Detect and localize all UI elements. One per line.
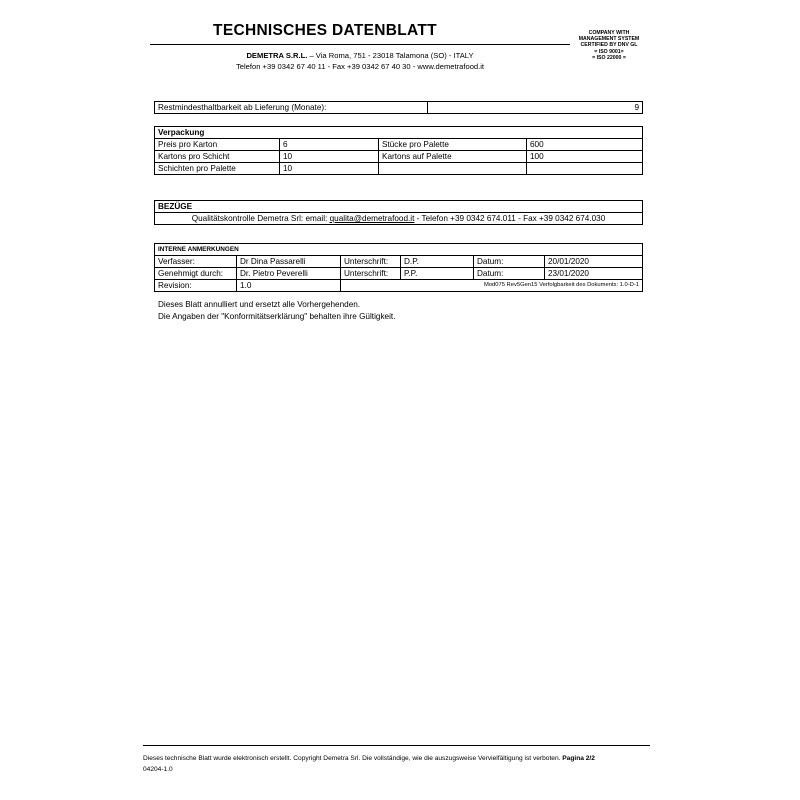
author-name: Dr Dina Passarelli bbox=[237, 256, 341, 268]
note-line: Dieses Blatt annulliert und ersetzt alle Vorhergehenden. bbox=[158, 300, 361, 309]
table-row bbox=[155, 268, 643, 280]
date-label: Datum: bbox=[474, 256, 545, 268]
shelf-life-table bbox=[154, 101, 643, 114]
author-label: Verfasser: bbox=[155, 256, 237, 268]
revision-label: Revision: bbox=[155, 280, 237, 292]
shelf-life-value: 9 bbox=[428, 102, 643, 114]
company-address: – Via Roma, 751 - 23018 Talamona (SO) - ITALY bbox=[307, 51, 474, 60]
approver-date: 23/01/2020 bbox=[545, 268, 643, 280]
cert-line: = ISO 22000 = bbox=[592, 54, 626, 61]
cert-line: MANAGEMENT SYSTEM bbox=[578, 36, 640, 43]
approver-name: Dr. Pietro Peverelli bbox=[237, 268, 341, 280]
signature-label: Unterschrift: bbox=[341, 256, 401, 268]
page-number: Pagina 2/2 bbox=[562, 755, 595, 762]
table-row bbox=[155, 244, 643, 256]
table-cell: 600 bbox=[527, 139, 643, 151]
contacts-table bbox=[154, 200, 643, 225]
internal-notes-table bbox=[154, 243, 643, 292]
packaging-table bbox=[154, 126, 643, 175]
table-cell: 10 bbox=[280, 163, 379, 175]
document-code: 04204-1.0 bbox=[143, 766, 173, 773]
packaging-heading: Verpackung bbox=[155, 127, 643, 139]
company-name: DEMETRA S.R.L. bbox=[246, 51, 308, 60]
cert-line: = ISO 9001= bbox=[594, 48, 624, 55]
contacts-heading: BEZÜGE bbox=[155, 201, 643, 213]
table-cell: Kartons auf Palette bbox=[379, 151, 527, 163]
document-title: TECHNISCHES DATENBLATT bbox=[213, 22, 437, 39]
internal-notes-heading: INTERNE ANMERKUNGEN bbox=[155, 244, 643, 256]
contacts-prefix: Qualitätskontrolle Demetra Srl: email: bbox=[191, 214, 330, 223]
footer-divider bbox=[143, 745, 650, 746]
table-row bbox=[155, 139, 643, 151]
table-row bbox=[155, 151, 643, 163]
header-divider bbox=[150, 44, 570, 45]
footer-copyright bbox=[143, 755, 595, 762]
table-cell: Schichten pro Palette bbox=[155, 163, 280, 175]
table-row bbox=[155, 102, 643, 114]
table-row bbox=[155, 201, 643, 213]
table-cell: Kartons pro Schicht bbox=[155, 151, 280, 163]
author-date: 20/01/2020 bbox=[545, 256, 643, 268]
contacts-suffix: - Telefon +39 0342 674.011 - Fax +39 0342 674.030 bbox=[414, 214, 606, 223]
revision-value: 1.0 bbox=[237, 280, 341, 292]
document-reference: Mod075 Rev5Gen15 Verfolgbarkeit des Dokuments: 1.0-D-1 bbox=[341, 280, 643, 292]
note-line: Die Angaben der "Konformitätserklärung" behalten ihre Gültigkeit. bbox=[158, 312, 396, 321]
company-contact-line: Telefon +39 0342 67 40 11 - Fax +39 0342 67 40 30 - www.demetrafood.it bbox=[235, 62, 485, 71]
footer-copyright-text: Dieses technische Blatt wurde elektronisch erstellt. Copyright Demetra Srl. Die vollständige, wie die auszugsweise Vervielfältigung ist verboten. bbox=[143, 755, 563, 762]
table-row bbox=[155, 213, 643, 225]
table-row bbox=[155, 163, 643, 175]
table-row bbox=[155, 256, 643, 268]
table-row bbox=[155, 127, 643, 139]
approved-label: Genehmigt durch: bbox=[155, 268, 237, 280]
table-cell: 10 bbox=[280, 151, 379, 163]
shelf-life-label: Restmindesthaltbarkeit ab Lieferung (Monate): bbox=[155, 102, 428, 114]
table-cell: Preis pro Karton bbox=[155, 139, 280, 151]
table-cell bbox=[379, 163, 527, 175]
company-address-line bbox=[150, 51, 570, 60]
author-signature: D.P. bbox=[401, 256, 474, 268]
certification-stamp bbox=[566, 30, 652, 61]
contacts-line bbox=[155, 213, 643, 225]
cert-line: CERTIFIED BY DNV GL bbox=[580, 42, 638, 49]
table-cell: 6 bbox=[280, 139, 379, 151]
table-cell bbox=[527, 163, 643, 175]
signature-label: Unterschrift: bbox=[341, 268, 401, 280]
cert-line: COMPANY WITH bbox=[588, 30, 630, 36]
table-cell: 100 bbox=[527, 151, 643, 163]
approver-signature: P.P. bbox=[401, 268, 474, 280]
date-label: Datum: bbox=[474, 268, 545, 280]
table-row bbox=[155, 280, 643, 292]
table-cell: Stücke pro Palette bbox=[379, 139, 527, 151]
email-link[interactable]: qualita@demetrafood.it bbox=[329, 214, 415, 223]
